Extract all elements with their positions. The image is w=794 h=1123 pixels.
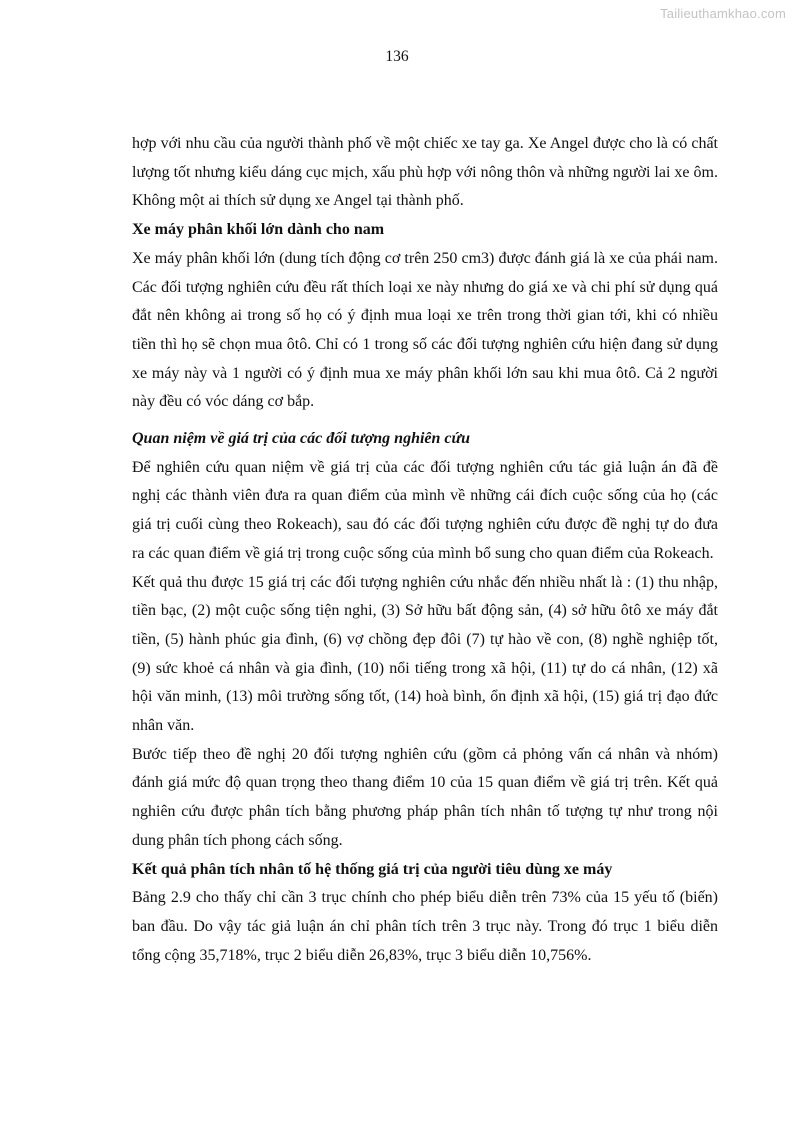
heading-values-concept: Quan niệm về giá trị của các đối tượng nghiên cứu: [132, 430, 470, 448]
page-number: 136: [385, 48, 409, 65]
watermark-text: Tailieuthamkhao.com: [660, 6, 786, 21]
heading-factor-results: Kết quả phân tích nhân tố hệ thống giá trị của người tiêu dùng xe máy: [132, 860, 613, 878]
paragraph-next-step: Bước tiếp theo đề nghị 20 đối tượng nghiên cứu (gồm cả phỏng vấn cá nhân và nhóm) đánh giá mức độ quan trọng theo thang điểm 10 của 15 quan điểm về giá trị trên. Kết quả nghiên cứu được phân tích bằng phương pháp phân tích nhân tố tượng tự như trong nội dung phân tích phong cách sống.: [132, 745, 718, 849]
paragraph-large-motorbike: Xe máy phân khối lớn (dung tích động cơ trên 250 cm3) được đánh giá là xe của phái nam. Các đối tượng nghiên cứu đều rất thích loại xe này nhưng do giá xe và chi phí sử dụng quá đắt nên không ai trong số họ có ý định mua loại xe trên trong thời gian tới, khi có nhiều tiền thì họ sẽ chọn mua ôtô. Chỉ có 1 trong số các đối tượng nghiên cứu hiện đang sử dụng xe máy này và 1 người có ý định mua xe máy phân khối lớn sau khi mua ôtô. Cả 2 người này đều có vóc dáng cơ bắp.: [132, 249, 718, 411]
paragraph-values-list: Kết quả thu được 15 giá trị các đối tượng nghiên cứu nhắc đến nhiều nhất là : (1) thu nhập, tiền bạc, (2) một cuộc sống tiện nghi, (3) Sở hữu bất động sản, (4) sở hữu ôtô xe máy đắt tiền, (5) hành phúc gia đình, (6) vợ chồng đẹp đôi (7) tự hào về con, (8) nghề nghiệp tốt, (9) sức khoẻ cá nhân và gia đình, (10) nổi tiếng trong xã hội, (11) tự do cá nhân, (12) xã hội văn minh, (13) môi trường sống tốt, (14) hoà bình, ổn định xã hội, (15) giá trị đạo đức nhân văn.: [132, 573, 718, 735]
paragraph-values-method: Để nghiên cứu quan niệm về giá trị của các đối tượng nghiên cứu tác giả luận án đã đề nghị các thành viên đưa ra quan điểm của mình về những cái đích cuộc sống của họ (các giá trị cuối cùng theo Rokeach), sau đó các đối tượng nghiên cứu được đề nghị tự do đưa ra các quan điểm về giá trị trong cuộc sống của mình bổ sung cho quan điểm của Rokeach.: [132, 458, 718, 562]
paragraph-factor-results: Bảng 2.9 cho thấy chỉ cần 3 trục chính cho phép biểu diễn trên 73% của 15 yếu tố (biến) ban đầu. Do vậy tác giả luận án chỉ phân tích trên 3 trục này. Trong đó trục 1 biểu diễn tổng cộng 35,718%, trục 2 biểu diễn 26,83%, trục 3 biểu diễn 10,756%.: [132, 889, 718, 964]
heading-large-motorbike: Xe máy phân khối lớn dành cho nam: [132, 221, 385, 239]
document-body: [132, 130, 718, 970]
paragraph-angel-continued: hợp với nhu cầu của người thành phố về một chiếc xe tay ga. Xe Angel được cho là có chất lượng tốt nhưng kiểu dáng cục mịch, xấu phù hợp với nông thôn và những người lai xe ôm. Không một ai thích sử dụng xe Angel tại thành phố.: [132, 135, 718, 210]
